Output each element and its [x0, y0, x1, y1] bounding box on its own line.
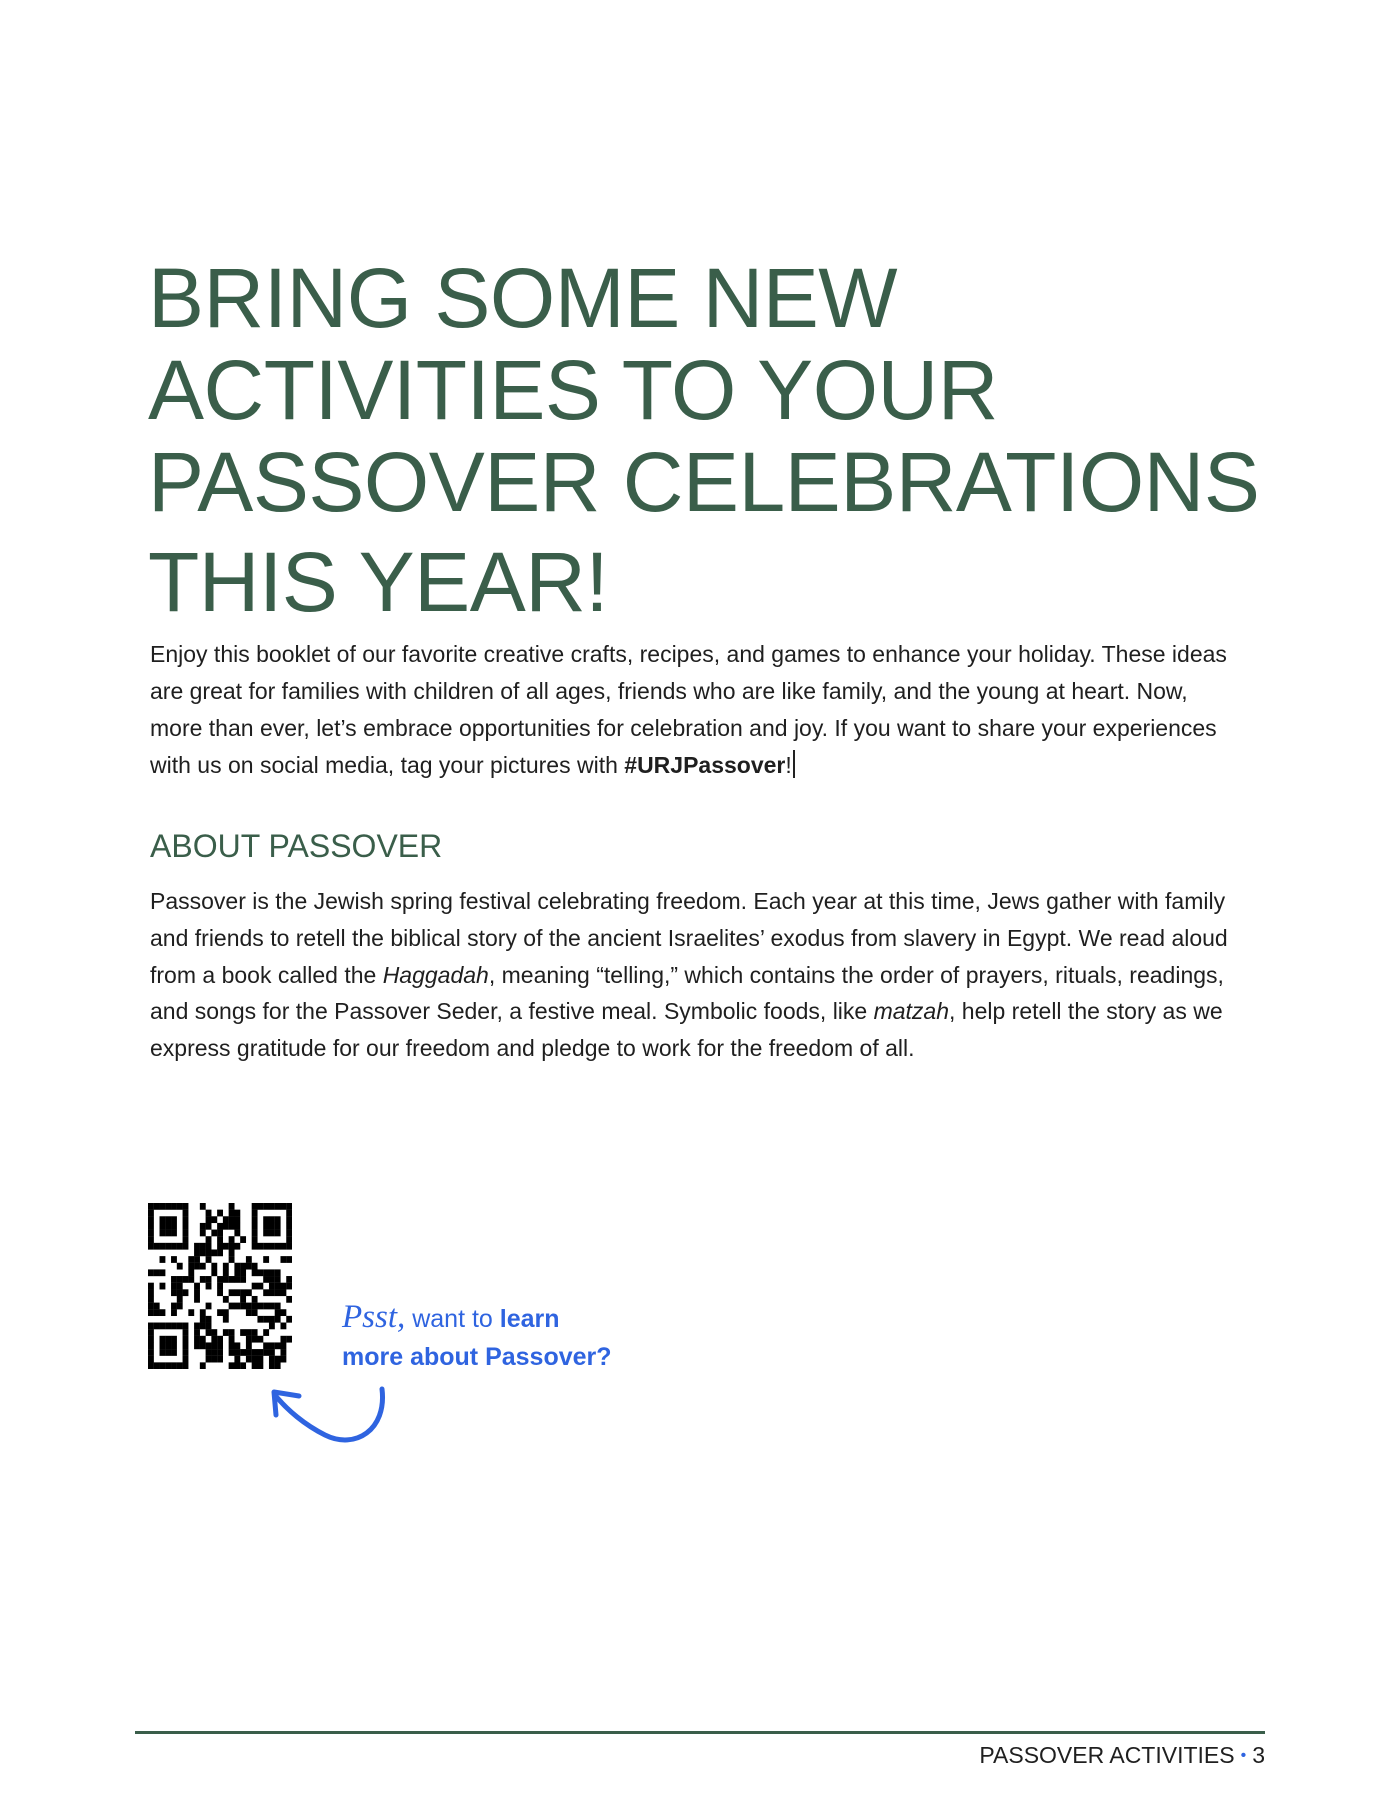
hashtag: #URJPassover	[624, 752, 786, 778]
footer-divider	[135, 1731, 1265, 1734]
learn-text: learn	[499, 1305, 560, 1333]
about-heading: ABOUT PASSOVER	[150, 828, 443, 864]
footer-title: PASSOVER ACTIVITIES	[979, 1742, 1235, 1768]
psst-text: Psst,	[342, 1299, 406, 1335]
page-number: 3	[1252, 1742, 1265, 1768]
more-text: more about Passover?	[342, 1343, 612, 1371]
page-footer	[979, 1742, 1265, 1769]
about-paragraph	[150, 883, 1230, 1067]
footer-separator: •	[1240, 1747, 1247, 1764]
headline-line: BRING SOME NEW	[148, 251, 898, 345]
about-text: , meaning “telling,” which contains the order of prayers, rituals, readings, and songs for the Passover Seder, a festive meal. Symbolic foods, like	[150, 961, 1224, 1025]
about-text: , help retell the story as we express gratitude for our freedom and pledge to work for the freedom of all.	[150, 998, 1223, 1062]
page-headline	[148, 252, 1259, 628]
qr-code[interactable]	[148, 1203, 292, 1369]
headline-line: PASSOVER CELEBRATIONS	[148, 435, 1260, 529]
about-text: Passover is the Jewish spring festival celebrating freedom. Each year at this time, Jews gather with family and friends to retell the biblical story of the ancient Israelites’ exodus from slavery in Egypt. We read aloud from a book called the	[150, 888, 1228, 988]
term-matzah: matzah	[873, 998, 950, 1025]
term-haggadah: Haggadah	[382, 961, 489, 988]
intro-text: Enjoy this booklet of our favorite creative crafts, recipes, and games to enhance your holiday. These ideas are great for families with children of all ages, friends who are like family, and the young at heart. Now, more than ever, let’s embrace opportunities for celebration and joy. If you want to share your experiences with us on social media, tag your pictures with	[150, 641, 1227, 778]
want-text: want to	[405, 1305, 500, 1333]
intro-end: !	[785, 752, 792, 778]
headline-line: THIS YEAR!	[148, 535, 609, 629]
text-cursor	[793, 750, 795, 778]
learn-more-callout[interactable]	[342, 1298, 612, 1376]
headline-line: ACTIVITIES TO YOUR	[148, 343, 998, 437]
intro-paragraph	[150, 636, 1230, 784]
curved-arrow-icon	[265, 1375, 395, 1455]
